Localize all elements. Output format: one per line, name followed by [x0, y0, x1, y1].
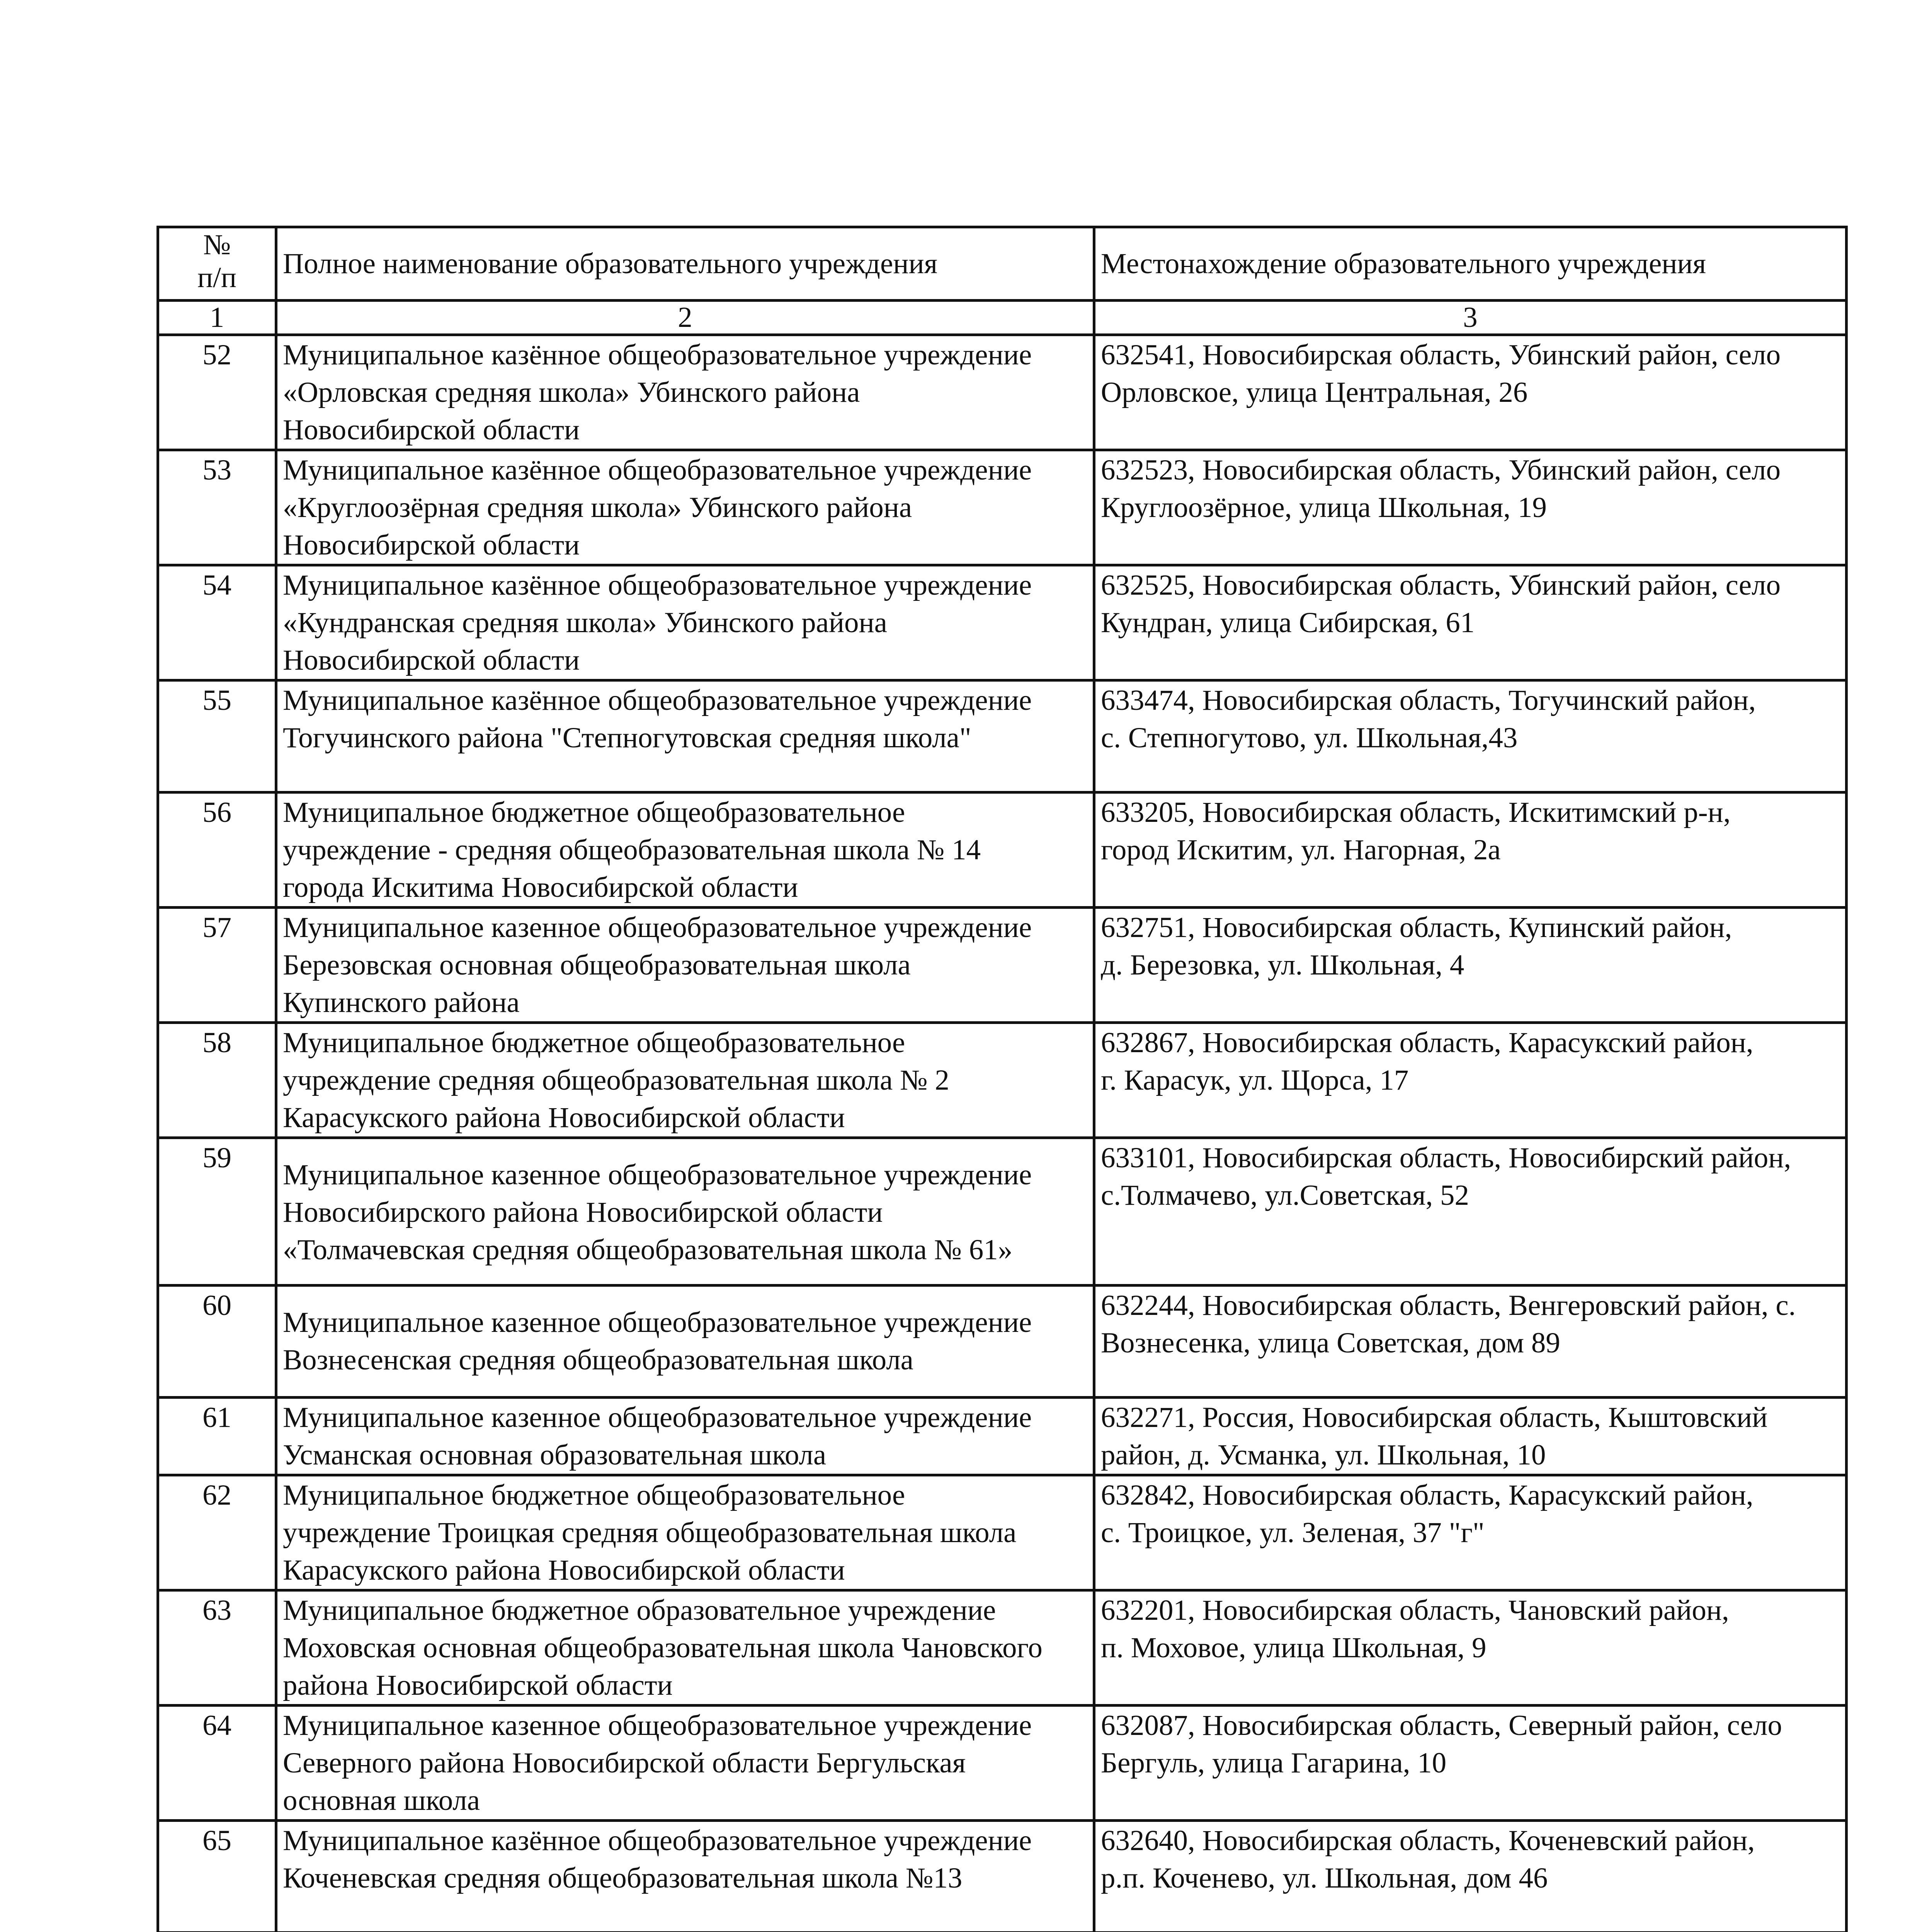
- table-row: [158, 908, 1847, 1023]
- row-name: [276, 335, 1094, 450]
- row-name: [276, 565, 1094, 680]
- row-number: 58: [158, 1023, 276, 1138]
- table-row: [158, 680, 1847, 793]
- row-address: [1094, 1475, 1847, 1590]
- row-number: 57: [158, 908, 276, 1023]
- header-name-cell: [276, 227, 1094, 301]
- row-name: [276, 793, 1094, 908]
- row-address: [1094, 680, 1847, 793]
- row-name-text: Муниципальное казённое общеобразовательное учреждение Тогучинского района "Степногутовская средняя школа": [283, 684, 1032, 754]
- row-name: [276, 680, 1094, 793]
- row-address-text: 632244, Новосибирская область, Венгеровский район, с. Вознесенка, улица Советская, дом 89: [1101, 1289, 1796, 1359]
- row-name-text: Муниципальное казённое общеобразовательное учреждение «Орловская средняя школа» Убинского района Новосибирской области: [283, 339, 1032, 446]
- row-number: 65: [158, 1821, 276, 1932]
- row-name-text: Муниципальное казённое общеобразовательное учреждение «Круглоозёрная средняя школа» Убинского района Новосибирской области: [283, 454, 1032, 561]
- row-address-text: 632640, Новосибирская область, Коченевский район, р.п. Коченево, ул. Школьная, дом 46: [1101, 1825, 1755, 1894]
- row-address-text: 632525, Новосибирская область, Убинский район, село Кундран, улица Сибирская, 61: [1101, 569, 1781, 639]
- table-row: [158, 793, 1847, 908]
- header-address: Местонахождение образовательного учреждения: [1101, 248, 1706, 280]
- row-number: 53: [158, 450, 276, 565]
- row-name-text: Муниципальное казенное общеобразовательное учреждение Новосибирского района Новосибирской области «Толмачевская средняя общеобразовательная школа № 61»: [283, 1159, 1032, 1266]
- row-name-text: Муниципальное казенное общеобразовательное учреждение Березовская основная общеобразовательная школа Купинского района: [283, 912, 1032, 1019]
- row-name-text: Муниципальное бюджетное общеобразовательное учреждение - средняя общеобразовательная школа № 14 города Искитима Новосибирской области: [283, 796, 981, 903]
- row-number: 52: [158, 335, 276, 450]
- row-name-text: Муниципальное бюджетное общеобразовательное учреждение Троицкая средняя общеобразовательная школа Карасукского района Новосибирской области: [283, 1479, 1017, 1586]
- row-address-text: 632271, Россия, Новосибирская область, Кыштовский район, д. Усманка, ул. Школьная, 10: [1101, 1401, 1768, 1471]
- row-number: 54: [158, 565, 276, 680]
- row-name: [276, 1286, 1094, 1398]
- row-name-text: Муниципальное казённое общеобразовательное учреждение Коченевская средняя общеобразовательная школа №13: [283, 1825, 1032, 1894]
- column-number-1: 1: [158, 301, 276, 335]
- row-name: [276, 1475, 1094, 1590]
- row-number: 64: [158, 1706, 276, 1821]
- row-number: 56: [158, 793, 276, 908]
- row-address: [1094, 1286, 1847, 1398]
- row-address-text: 632523, Новосибирская область, Убинский район, село Круглоозёрное, улица Школьная, 19: [1101, 454, 1781, 524]
- row-address-text: 632842, Новосибирская область, Карасукский район, с. Троицкое, ул. Зеленая, 37 "г": [1101, 1479, 1753, 1549]
- row-name-text: Муниципальное бюджетное образовательное учреждение Моховская основная общеобразовательная школа Чановского района Новосибирской области: [283, 1594, 1043, 1701]
- row-address: [1094, 1138, 1847, 1286]
- row-name: [276, 1590, 1094, 1706]
- column-number-3: 3: [1094, 301, 1847, 335]
- row-address: [1094, 1821, 1847, 1932]
- row-name: [276, 1706, 1094, 1821]
- row-address: [1094, 793, 1847, 908]
- row-address-text: 633474, Новосибирская область, Тогучинский район, с. Степногутово, ул. Школьная,43: [1101, 684, 1756, 754]
- row-address-text: 632541, Новосибирская область, Убинский район, село Орловское, улица Центральная, 26: [1101, 339, 1781, 408]
- row-name: [276, 1023, 1094, 1138]
- row-name: [276, 1138, 1094, 1286]
- header-number: № п/п: [197, 229, 237, 294]
- header-name: Полное наименование образовательного учреждения: [283, 248, 938, 280]
- schools-table: [156, 226, 1848, 1932]
- row-address-text: 632751, Новосибирская область, Купинский район, д. Березовка, ул. Школьная, 4: [1101, 912, 1732, 981]
- table-row: [158, 450, 1847, 565]
- table-header-row: [158, 227, 1847, 301]
- row-number: 55: [158, 680, 276, 793]
- table-row: [158, 1706, 1847, 1821]
- row-address-text: 632867, Новосибирская область, Карасукский район, г. Карасук, ул. Щорса, 17: [1101, 1027, 1753, 1096]
- table-row: [158, 1590, 1847, 1706]
- row-number: 59: [158, 1138, 276, 1286]
- row-name: [276, 1398, 1094, 1475]
- table-row: [158, 1138, 1847, 1286]
- header-address-cell: [1094, 227, 1847, 301]
- column-number-2: 2: [276, 301, 1094, 335]
- header-number-cell: [158, 227, 276, 301]
- table-row: [158, 565, 1847, 680]
- row-address: [1094, 908, 1847, 1023]
- table-row: [158, 1821, 1847, 1932]
- row-name: [276, 1821, 1094, 1932]
- row-address: [1094, 335, 1847, 450]
- row-address-text: 632201, Новосибирская область, Чановский район, п. Моховое, улица Школьная, 9: [1101, 1594, 1729, 1664]
- row-name: [276, 450, 1094, 565]
- row-number: 62: [158, 1475, 276, 1590]
- row-number: 60: [158, 1286, 276, 1398]
- table-row: [158, 1398, 1847, 1475]
- row-name-text: Муниципальное бюджетное общеобразовательное учреждение средняя общеобразовательная школа № 2 Карасукского района Новосибирской области: [283, 1027, 949, 1134]
- table-row: [158, 1286, 1847, 1398]
- row-number: 63: [158, 1590, 276, 1706]
- table-row: [158, 335, 1847, 450]
- row-name-text: Муниципальное казенное общеобразовательное учреждение Усманская основная образовательная школа: [283, 1401, 1032, 1471]
- row-address-text: 632087, Новосибирская область, Северный район, село Бергуль, улица Гагарина, 10: [1101, 1709, 1782, 1779]
- column-number-row: [158, 301, 1847, 335]
- row-address: [1094, 1023, 1847, 1138]
- table-row: [158, 1475, 1847, 1590]
- row-name-text: Муниципальное казенное общеобразовательное учреждение Вознесенская средняя общеобразовательная школа: [283, 1306, 1032, 1376]
- row-name-text: Муниципальное казенное общеобразовательное учреждение Северного района Новосибирской области Бергульская основная школа: [283, 1709, 1032, 1816]
- table-row: [158, 1023, 1847, 1138]
- row-name-text: Муниципальное казённое общеобразовательное учреждение «Кундранская средняя школа» Убинского района Новосибирской области: [283, 569, 1032, 676]
- row-name: [276, 908, 1094, 1023]
- row-address: [1094, 1706, 1847, 1821]
- row-address: [1094, 565, 1847, 680]
- row-address: [1094, 450, 1847, 565]
- row-number: 61: [158, 1398, 276, 1475]
- row-address-text: 633101, Новосибирская область, Новосибирский район, с.Толмачево, ул.Советская, 52: [1101, 1142, 1791, 1211]
- row-address: [1094, 1398, 1847, 1475]
- row-address: [1094, 1590, 1847, 1706]
- row-address-text: 633205, Новосибирская область, Искитимский р-н, город Искитим, ул. Нагорная, 2а: [1101, 796, 1731, 866]
